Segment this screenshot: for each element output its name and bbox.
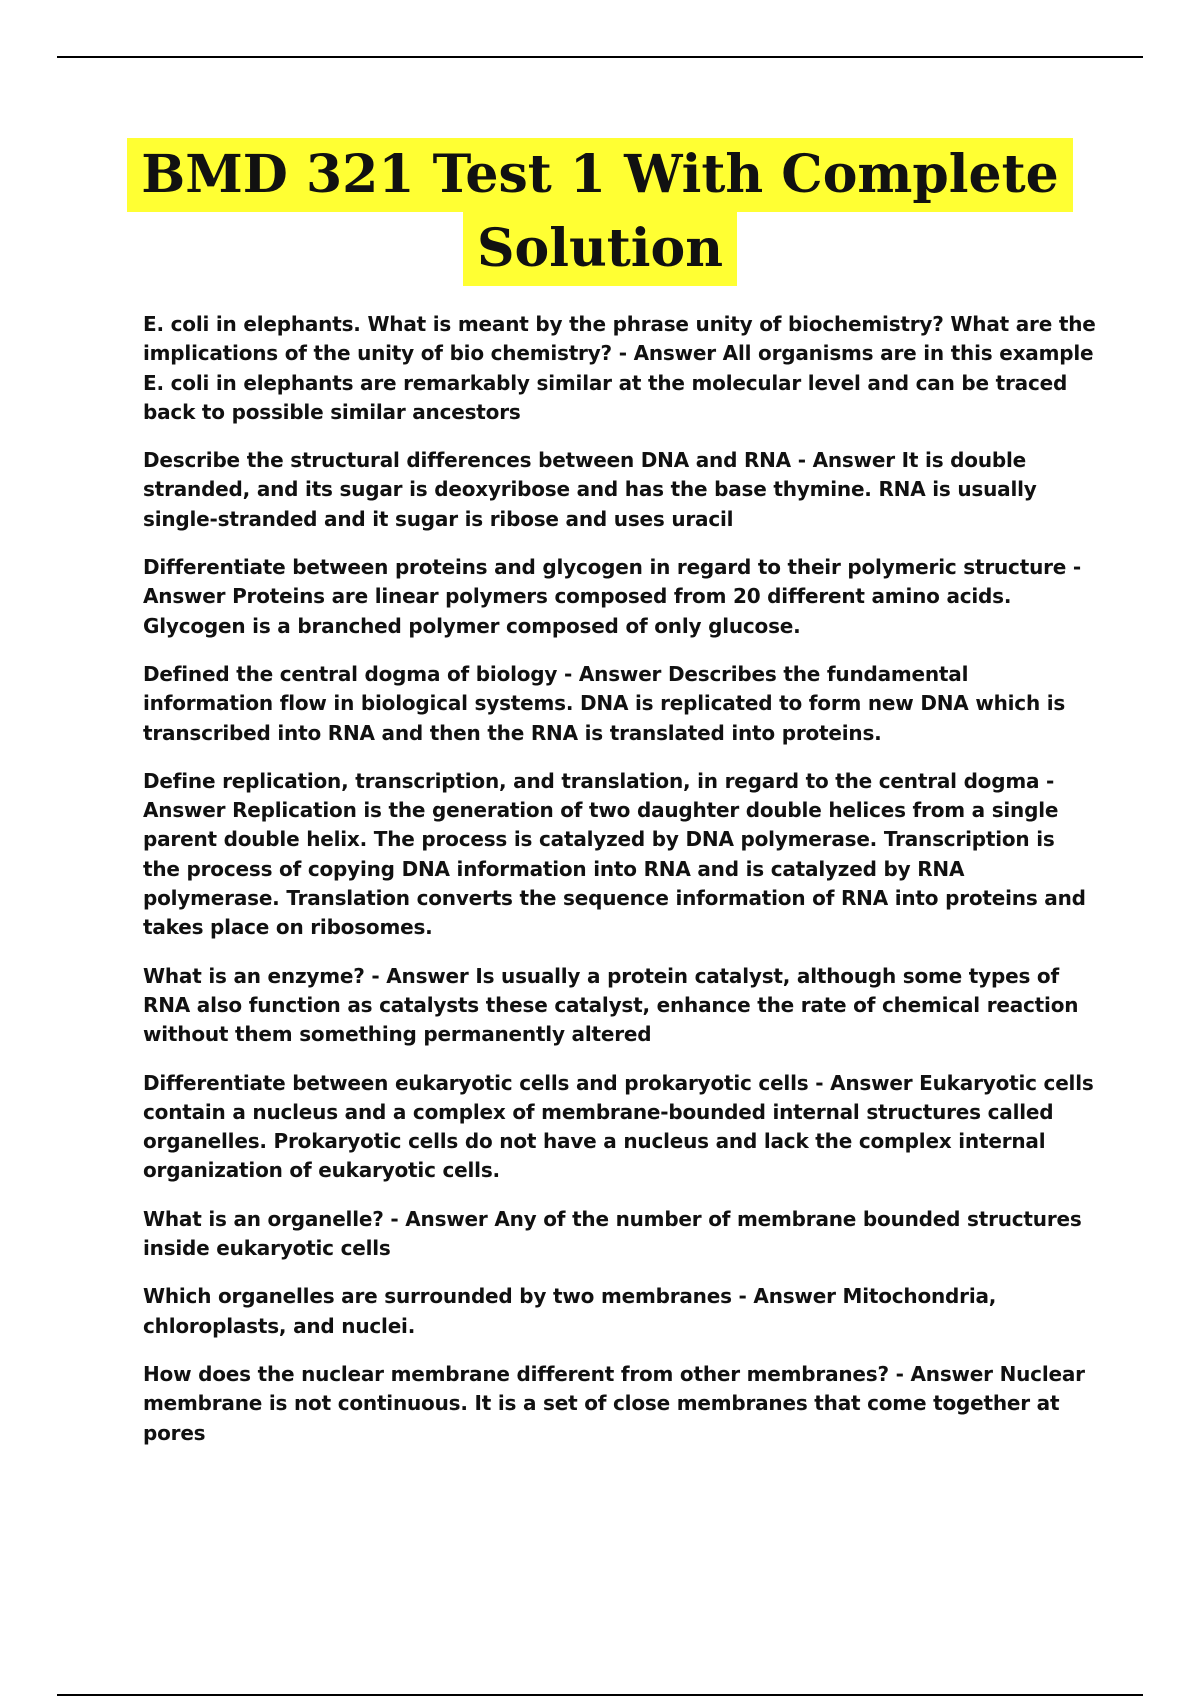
document-title [60, 138, 1140, 286]
qa-entry-two-membranes: Which organelles are surrounded by two membranes - Answer Mitochondria, chloroplasts, and nuclei. [143, 1284, 997, 1338]
bottom-rule [57, 1694, 1143, 1696]
qa-entry-organelle: What is an organelle? - Answer Any of the number of membrane bounded structures inside eukaryotic cells [143, 1206, 1082, 1261]
title-line-1: BMD 321 Test 1 With Complete [127, 138, 1072, 212]
qa-entry-replication-transcription-translation: Define replication, transcription, and translation, in regard to the central dogma - Answer Replication is the generation of two daughter double helices from a single parent double helix. The process is catalyzed by DNA polymerase. Transcription is the process of copying DNA information into RNA and is catalyzed by RNA polymerase. Translation converts the sequence information of RNA into proteins and takes place on ribosomes. [143, 768, 1086, 940]
qa-entry-nuclear-membrane: How does the nuclear membrane different from other membranes? - Answer Nuclear membrane is not continuous. It is a set of close membranes that come together at pores [143, 1361, 1085, 1445]
qa-entry-enzyme: What is an enzyme? - Answer Is usually a protein catalyst, although some types of RNA also function as catalysts these catalyst, enhance the rate of chemical reaction without them something permanently altered [143, 963, 1079, 1047]
qa-entry-central-dogma: Defined the central dogma of biology - Answer Describes the fundamental information flow in biological systems. DNA is replicated to form new DNA which is transcribed into RNA and then the RNA is translated into proteins. [143, 661, 1066, 745]
title-line-2: Solution [463, 212, 737, 286]
qa-entry-dna-vs-rna: Describe the structural differences between DNA and RNA - Answer It is double stranded, and its sugar is deoxyribose and has the base thymine. RNA is usually single-stranded and it sugar is ribose and uses uracil [143, 448, 1037, 531]
qa-entry-eukaryotic-vs-prokaryotic: Differentiate between eukaryotic cells and prokaryotic cells - Answer Eukaryotic cells contain a nucleus and a complex of membrane-bounded internal structures called organelles. Prokaryotic cells do not have a nucleus and lack the complex internal organization of eukaryotic cells. [143, 1070, 1094, 1183]
qa-list [143, 310, 1098, 1467]
top-rule [57, 56, 1143, 58]
qa-entry-unity-of-biochemistry: E. coli in elephants. What is meant by the phrase unity of biochemistry? What are the implications of the unity of bio chemistry? - Answer All organisms are in this example E. coli in elephants are remarkably similar at the molecular level and can be traced back to possible similar ancestors [143, 312, 1096, 424]
qa-entry-proteins-vs-glycogen: Differentiate between proteins and glycogen in regard to their polymeric structure - Answer Proteins are linear polymers composed from 20 different amino acids. Glycogen is a branched polymer composed of only glucose. [143, 555, 1081, 638]
